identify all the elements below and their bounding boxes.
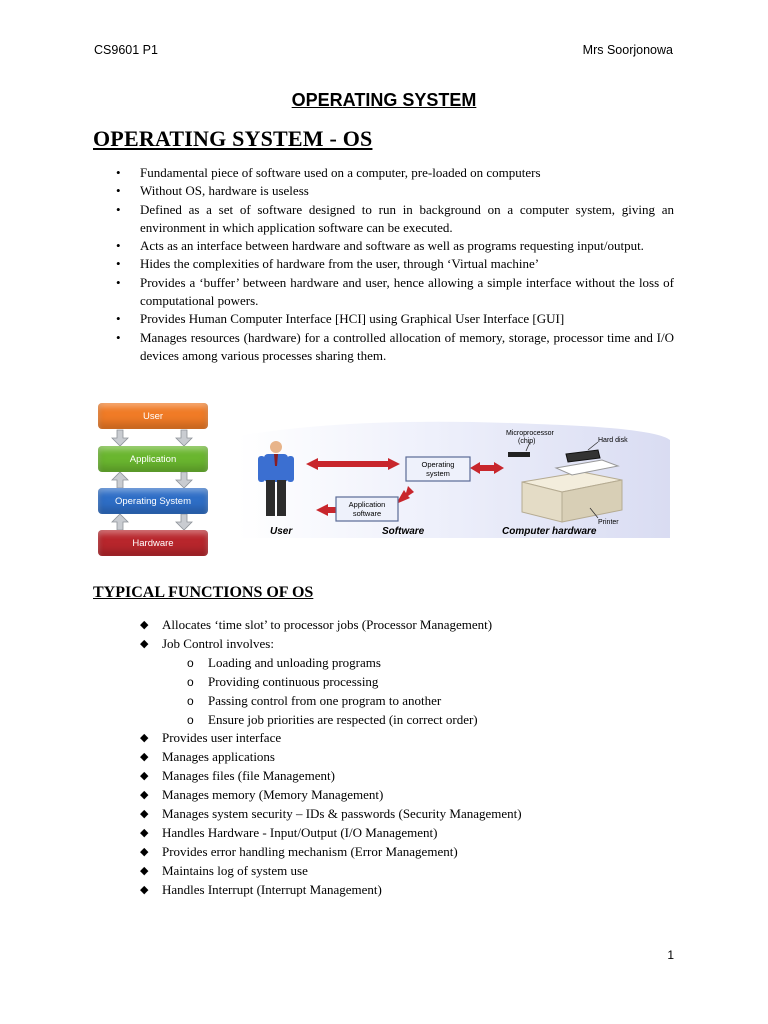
os-definition-list [114,164,674,365]
diamond-bullet-icon: ◆ [140,883,149,896]
list-item: ◆ Manages memory (Memory Management) [140,786,680,805]
diamond-bullet-icon: ◆ [140,826,149,839]
list-item: • Hides the complexities of hardware from the user, through ‘Virtual machine’ [114,255,674,273]
label-chip: (chip) [518,438,536,445]
app-box-label-1: Application [348,500,386,509]
os-box-label-2: system [426,469,450,478]
bullet-icon: • [116,311,121,327]
circle-bullet-icon: o [187,674,194,689]
os-functions-list [140,616,680,900]
diamond-bullet-icon: ◆ [140,637,149,650]
layer-hardware: Hardware [98,530,208,556]
layer-application: Application [98,446,208,472]
circle-bullet-icon: o [187,712,194,727]
diamond-bullet-icon: ◆ [140,732,149,745]
list-item: ◆ Manages applications [140,748,680,767]
diamond-bullet-icon: ◆ [140,864,149,877]
sub-list-item: o Passing control from one program to another [162,692,680,711]
list-item: ◆ Provides error handling mechanism (Error Management) [140,843,680,862]
os-interaction-figure [236,420,672,544]
list-item: • Without OS, hardware is useless [114,182,674,200]
label-printer: Printer [598,519,619,526]
caption-software: Software [382,526,425,537]
os-layers-figure [96,400,211,558]
page-title: OPERATING SYSTEM [291,90,477,110]
bullet-icon: • [116,183,121,199]
list-item: ◆ Handles Interrupt (Interrupt Management) [140,881,680,900]
os-box-label-1: Operating [421,460,455,469]
diamond-bullet-icon: ◆ [140,808,149,821]
list-item: ◆ Manages system security – IDs & passwords (Security Management) [140,805,680,824]
sub-list-item: o Ensure job priorities are respected (in correct order) [162,711,680,730]
diamond-bullet-icon: ◆ [140,619,149,631]
list-item: • Provides Human Computer Interface [HCI] using Graphical User Interface [GUI] [114,310,674,328]
list-item: • Fundamental piece of software used on a computer, pre-loaded on computers [114,164,674,182]
section-heading-functions: TYPICAL FUNCTIONS OF OS [93,584,314,601]
header-teacher: Mrs Soorjonowa [582,43,673,57]
bullet-icon: • [116,329,121,345]
list-item: ◆ Provides user interface [140,729,680,748]
label-microprocessor: Microprocessor [506,430,554,437]
label-hard-disk: Hard disk [598,437,628,444]
diamond-bullet-icon: ◆ [140,770,149,783]
section-heading-os: OPERATING SYSTEM - OS [93,126,373,151]
list-item: ◆ Manages files (file Management) [140,767,680,786]
list-item: ◆ Allocates ‘time slot’ to processor jobs (Processor Management) [140,616,680,635]
job-control-sublist [162,654,680,730]
layer-user: User [98,403,208,429]
diamond-bullet-icon: ◆ [140,789,149,802]
circle-bullet-icon: o [187,693,194,708]
bullet-icon: • [116,274,121,290]
list-item: • Defined as a set of software designed to run in background on a computer system, giving an environment in which application software can be executed. [116,201,674,235]
bullet-icon: • [116,238,121,254]
header-course: CS9601 P1 [94,43,158,57]
bullet-icon: • [116,165,121,180]
circle-bullet-icon: o [187,655,194,670]
list-item: • Manages resources (hardware) for a controlled allocation of memory, storage, processor time and I/O devices among various processes sharing them. [116,329,674,363]
caption-user: User [270,526,293,537]
list-item: ◆ Job Control involves: o Loading and unloading programs o Providing continuous processing o Passing control from one program to another o Ensure job priorities are respected (in correct order) [140,635,680,730]
diamond-bullet-icon: ◆ [140,845,149,858]
list-item: ◆ Maintains log of system use [140,862,680,881]
bullet-icon: • [116,201,121,217]
app-box-label-2: software [352,509,382,518]
list-item: • Acts as an interface between hardware and software as well as programs requesting input/output. [114,237,674,255]
diamond-bullet-icon: ◆ [140,751,149,764]
sub-list-item: o Providing continuous processing [162,673,680,692]
sub-list-item: o Loading and unloading programs [162,654,680,673]
bullet-icon: • [116,256,121,272]
page-number: 1 [667,948,674,962]
caption-computer-hardware: Computer hardware [502,526,597,537]
list-item: ◆ Handles Hardware - Input/Output (I/O Management) [140,824,680,843]
list-item: • Provides a ‘buffer’ between hardware and user, hence allowing a simple interface without the loss of computational powers. [116,274,674,309]
layer-operating-system: Operating System [98,488,208,514]
